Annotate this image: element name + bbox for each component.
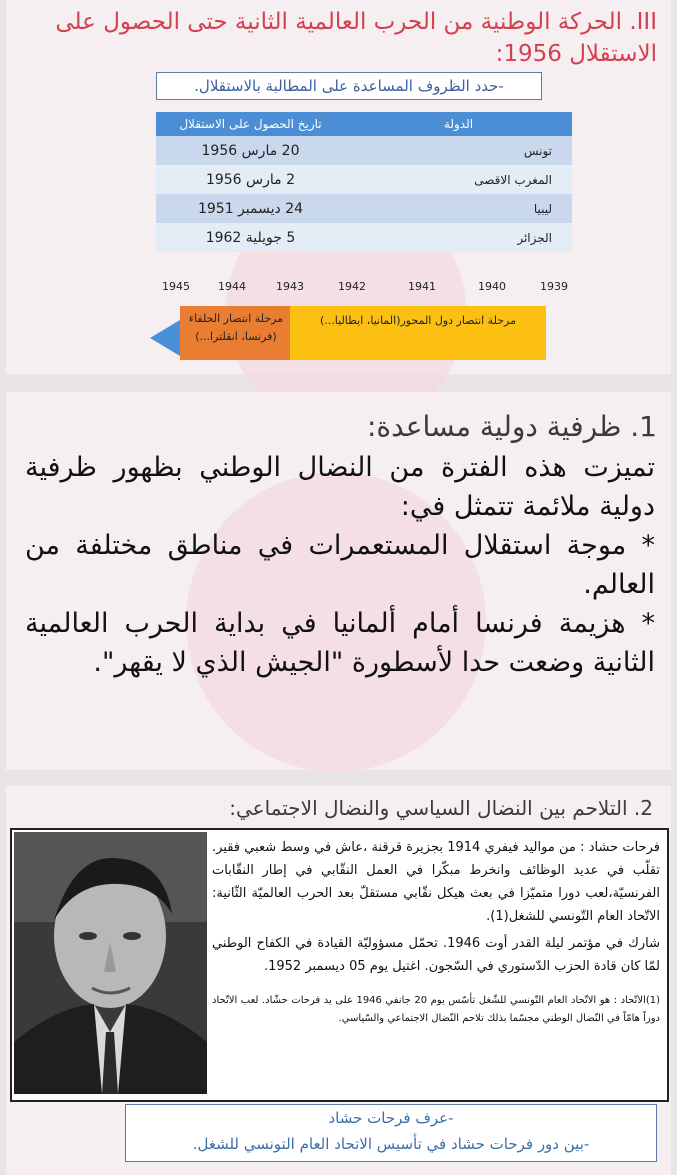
year-label: 1945 [162,280,190,293]
timeline-arrow-icon [150,320,180,356]
part1-point2: * هزيمة فرنسا أمام ألمانيا في بداية الحرب العالمية الثانية وضعت حدا لأسطورة "الجيش الذي لا يقهر". [25,608,655,678]
country-cell: ليبيا [345,194,572,223]
year-label: 1944 [218,280,246,293]
independence-table [156,112,572,252]
bio-paragraph: شارك في مؤتمر ليلة القدر أوت 1946. تحمّل مسؤوليّة القيادة في الكفاح الوطني لمّا كان قادة الحزب الدّستوري في السّجون. اغتيل يوم 05 ديسمبر 1952. [212,936,660,974]
header-country: الدولة [345,112,572,136]
country-cell: الجزائر [345,223,572,252]
header-date: تاريخ الحصول على الاستقلال [156,112,345,136]
axis-phase-label: مرحلة انتصار دول المحور(المانيا، ايطاليا...) [320,314,516,327]
table-row [156,194,572,223]
year-label: 1940 [478,280,506,293]
date-cell: 2 مارس 1956 [156,165,345,194]
part1-heading: 1. ظرفية دولية مساعدة: [366,410,657,443]
part1-intro: تميزت هذه الفترة من النضال الوطني بظهور ظرفية دولية ملائمة تتمثل في: [25,452,655,522]
question-box: -حدد الظروف المساعدة على المطالبة بالاستقلال. [156,72,542,100]
year-label: 1939 [540,280,568,293]
timeline-years [152,280,568,296]
section-heading: III. الحركة الوطنية من الحرب العالمية الثانية حتى الحصول على الاستقلال 1956: [55,9,657,67]
year-label: 1943 [276,280,304,293]
date-cell: 20 مارس 1956 [156,136,345,165]
question-box [125,1104,657,1162]
table-row [156,165,572,194]
biography-text [212,836,660,1032]
table-row [156,223,572,252]
year-label: 1941 [408,280,436,293]
country-cell: المغرب الاقصى [345,165,572,194]
table-header-row [156,112,572,136]
table-row [156,136,572,165]
date-cell: 5 جويلية 1962 [156,223,345,252]
date-cell: 24 ديسمبر 1951 [156,194,345,223]
year-label: 1942 [338,280,366,293]
part1-body [25,448,655,682]
question-line: -عرف فرحات حشاد [328,1109,454,1127]
bio-paragraph: فرحات حشاد : من مواليد فيفري 1914 بجزيرة قرقنة ،عاش في وسط شعبي فقير. تقلّب في عديد الوظائف وانخرط مبكّرا في العمل النقّابي في إطار النقّابات الفرنسيّة،لعب دورا متميّزا في بعث هيكل نقّابي مستقلّ بعد الحرب العالميّة الثّانية: الاتّحاد العام التّونسي للشغل(1). [212,840,660,924]
allies-phase-label: مرحلة انتصار الحلفاء (فرنسا، انقلترا...) [188,312,284,343]
question-line: -بين دور فرحات حشاد في تأسيس الاتحاد العام التونسي للشغل. [192,1135,590,1153]
country-cell: تونس [345,136,572,165]
bio-footnote: (1)الاتّحاد : هو الاتّحاد العام التّونسي للشّغل تأسّس يوم 20 جانفي 1946 على يد فرحات حشّاد. لعب الاتّحاد دوراً هامّاً في النّضال الوطني مجسّما بذلك تلاحم النّضال الاجتماعي والسّياسي. [212,995,661,1024]
part1-point1: * موجة استقلال المستعمرات في مناطق مختلفة من العالم. [25,530,655,600]
portrait-photo [14,832,207,1094]
part2-heading: 2. التلاحم بين النضال السياسي والنضال الاجتماعي: [229,796,653,820]
